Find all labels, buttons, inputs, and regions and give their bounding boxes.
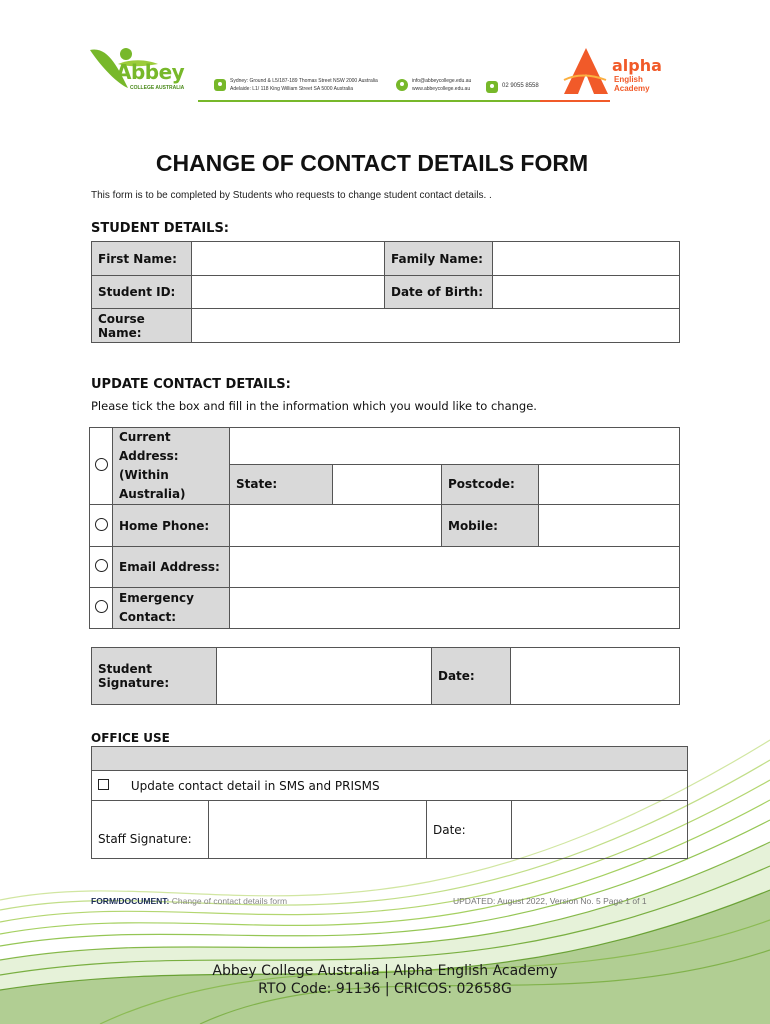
home-phone-radio[interactable] [95,518,108,531]
email-field[interactable] [230,547,680,588]
alpha-logo-english: English [614,75,643,84]
page-title: CHANGE OF CONTACT DETAILS FORM [155,150,589,176]
student-details-heading: STUDENT DETAILS: [91,221,230,236]
state-field[interactable] [333,464,442,504]
office-use-heading: OFFICE USE [91,731,170,745]
address-line-2: Adelaide: L1/ 118 King William Street SA 5000 Australia [230,86,354,92]
emergency-label-line1: Emergency [119,591,194,605]
state-label: State: [230,464,333,504]
office-update-checkbox[interactable] [98,779,109,790]
alpha-logo-a-icon [560,44,616,98]
abbey-logo-text: Abbey [116,60,185,84]
dob-field[interactable] [493,276,680,309]
header-email: info@abbeycollege.edu.au [412,78,472,84]
mobile-field[interactable] [539,505,680,547]
footer-doc-label: FORM/DOCUMENT: [91,896,170,906]
email-radio-cell[interactable] [90,547,113,588]
footer-org-line: Abbey College Australia | Alpha English Academy [212,963,558,979]
signature-date-field[interactable] [511,648,680,705]
intro-text: This form is to be completed by Students who requests to change student contact details. . [91,190,492,201]
header-rule-green [198,100,598,102]
office-date-label: Date: [427,801,512,859]
current-address-field[interactable] [230,428,680,465]
email-label: Email Address: [113,547,230,588]
phone-icon [486,81,498,93]
student-signature-label: Student Signature: [92,648,217,705]
staff-signature-field[interactable] [209,801,427,859]
alpha-logo-academy: Academy [614,84,650,93]
address-radio[interactable] [95,458,108,471]
signature-date-label: Date: [432,648,511,705]
student-id-field[interactable] [192,276,385,309]
student-id-label: Student ID: [92,276,192,309]
address-line-1: Sydney: Ground & L5/187-189 Thomas Street NSW 2000 Australia [230,78,378,84]
home-phone-field[interactable] [230,505,442,547]
office-use-header-row [92,747,688,771]
postcode-label: Postcode: [442,464,539,504]
first-name-field[interactable] [192,242,385,276]
student-signature-field[interactable] [217,648,432,705]
emergency-contact-label [113,588,230,629]
location-pin-icon [214,79,226,91]
mobile-label: Mobile: [442,505,539,547]
course-name-label: Course Name: [92,309,192,343]
emergency-radio[interactable] [95,600,108,613]
first-name-label: First Name: [92,242,192,276]
update-details-heading: UPDATE CONTACT DETAILS: [91,377,291,392]
footer-codes-line: RTO Code: 91136 | CRICOS: 02658G [258,981,512,997]
header-website: www.abbeycollege.edu.au [412,86,471,92]
alpha-logo [560,44,660,100]
home-phone-label: Home Phone: [113,505,230,547]
address-radio-cell[interactable] [90,428,113,505]
emergency-label-line2: Contact: [119,610,177,624]
current-address-label-line1: Current Address: [119,430,179,463]
family-name-field[interactable] [493,242,680,276]
office-update-label: Update contact detail in SMS and PRISMS [130,778,380,793]
dob-label: Date of Birth: [385,276,493,309]
student-signature-table [91,647,680,705]
alpha-logo-word: alpha [612,56,662,75]
current-address-label [113,428,230,505]
header-phone: 02 9055 8558 [502,83,539,89]
office-date-field[interactable] [512,801,688,859]
home-phone-radio-cell[interactable] [90,505,113,547]
update-instruction: Please tick the box and fill in the information which you would like to change. [91,399,537,413]
staff-signature-label: Staff Signature: [92,801,209,859]
email-radio[interactable] [95,559,108,572]
family-name-label: Family Name: [385,242,493,276]
student-details-table [91,241,680,343]
postcode-field[interactable] [539,464,680,504]
web-icon [396,79,408,91]
current-address-label-line2: (Within Australia) [119,468,186,501]
header-rule-orange [540,100,610,102]
footer-doc-name: Change of contact details form [171,896,288,906]
abbey-logo-subtext: COLLEGE AUSTRALIA [130,85,185,91]
update-details-table [89,427,680,629]
office-use-table [91,746,688,859]
abbey-logo [88,44,198,100]
emergency-radio-cell[interactable] [90,588,113,629]
office-update-row [92,771,688,801]
footer-doc-line [91,896,287,906]
emergency-contact-field[interactable] [230,588,680,629]
course-name-field[interactable] [192,309,680,343]
footer-updated: UPDATED: August 2022, Version No. 5 Page 1 of 1 [453,896,647,906]
